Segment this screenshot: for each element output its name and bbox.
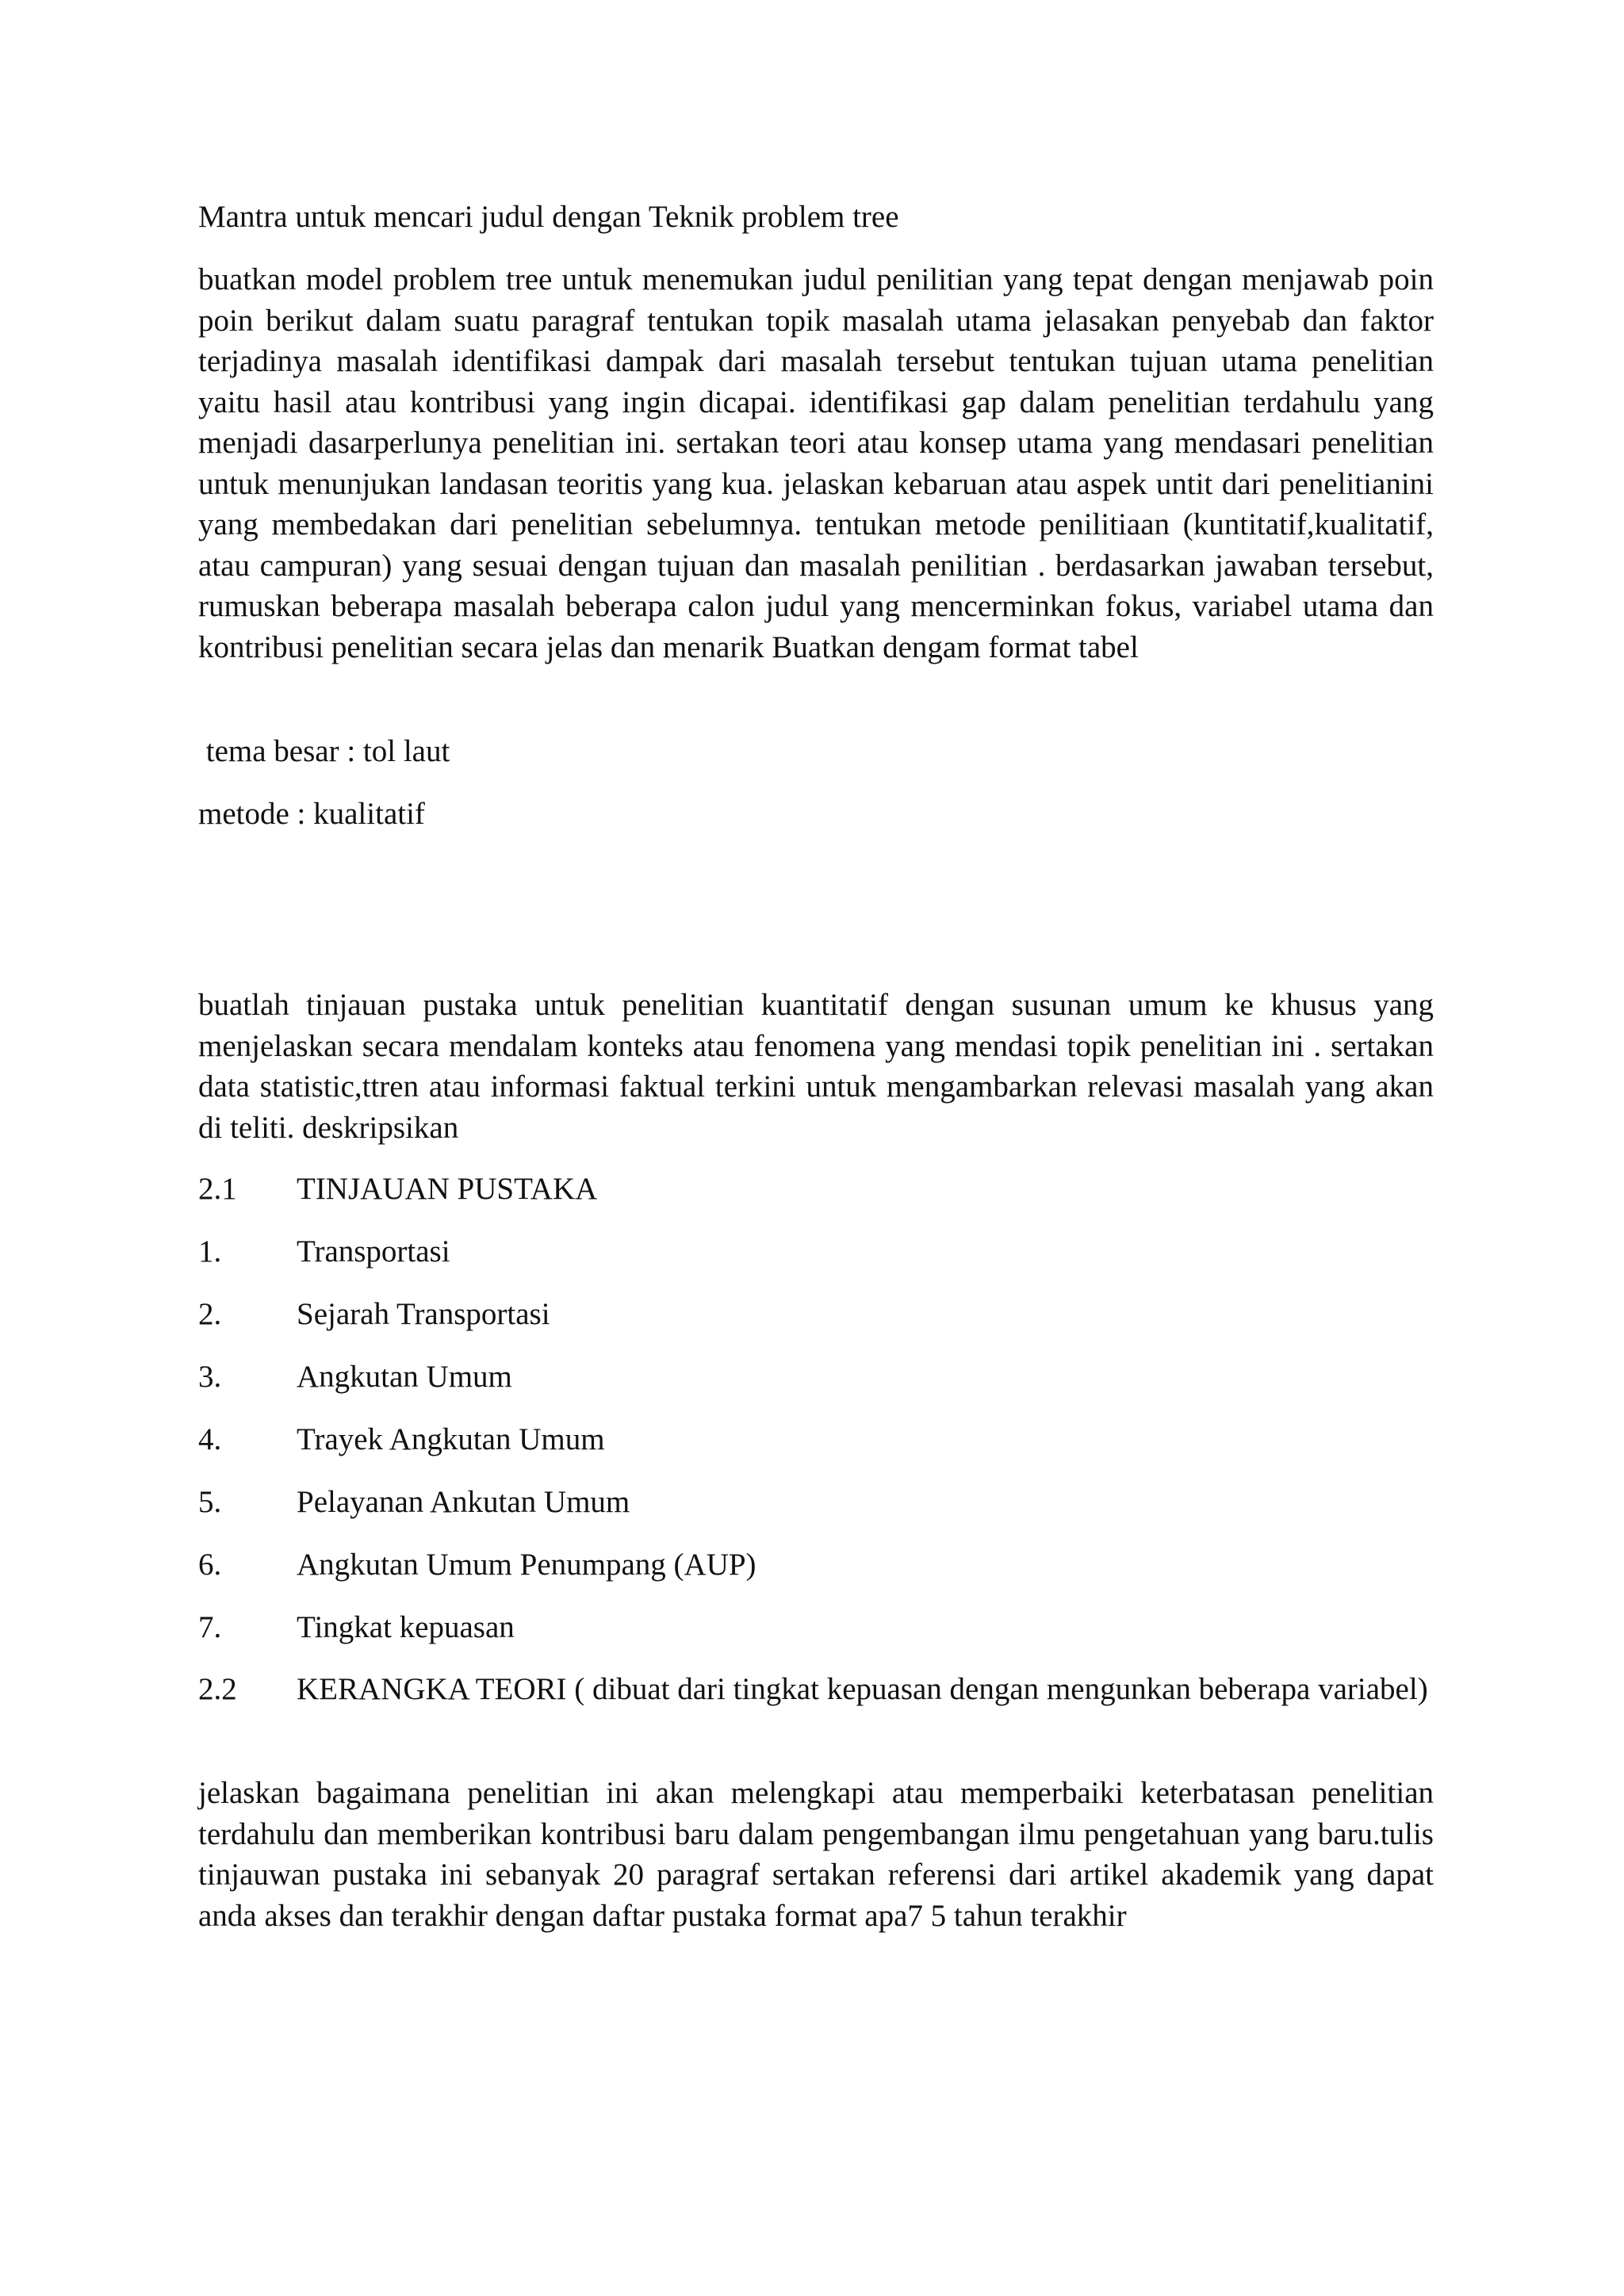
document-heading: Mantra untuk mencari judul dengan Teknik problem tree — [198, 200, 899, 234]
list-item-text: Trayek Angkutan Umum — [297, 1422, 605, 1456]
problem-tree-paragraph: buatkan model problem tree untuk menemukan judul penilitian yang tepat dengan menjawab poin poin berikut dalam suatu paragraf tentukan topik masalah utama jelasakan penyebab dan faktor terjadinya masalah identifikasi dampak dari masalah tersebut tentukan tujuan utama penelitian yaitu hasil atau kontribusi yang ingin dicapai. identifikasi gap dalam penelitian terdahulu yang menjadi dasarperlunya penelitian ini. sertakan teori atau konsep utama yang mendasari penelitian untuk menunjukan landasan teoritis yang kua. jelaskan kebaruan atau aspek untit dari penelitianini yang membedakan dari penelitian sebelumnya. tentukan metode penilitiaan (kuntitatif,kualitatif, atau campuran) yang sesuai dengan tujuan dan masalah penilitian . berdasarkan jawaban tersebut, rumuskan beberapa masalah beberapa calon judul yang mencerminkan fokus, variabel utama dan kontribusi penelitian secara jelas dan menarik Buatkan dengam format tabel — [198, 262, 1434, 664]
list-item — [198, 1419, 1434, 1460]
list-item-number: 2. — [198, 1297, 222, 1331]
list-item — [198, 1294, 1434, 1335]
list-item-number: 6. — [198, 1548, 222, 1582]
section-number: 2.1 — [198, 1172, 237, 1206]
contribution-paragraph: jelaskan bagaimana penelitian ini akan melengkapi atau memperbaiki keterbatasan penelitian terdahulu dan memberikan kontribusi baru dalam pengembangan ilmu pengetahuan yang baru.tulis tinjauwan pustaka ini sebanyak 20 paragraf sertakan referensi dari artikel akademik yang dapat anda akses dan terakhir dengan daftar pustaka format apa7 5 tahun terakhir — [198, 1776, 1434, 1933]
list-item-text: Angkutan Umum — [297, 1360, 512, 1394]
list-item-number: 7. — [198, 1610, 222, 1644]
list-item — [198, 1482, 1434, 1523]
section-title: KERANGKA TEORI ( dibuat dari tingkat kepuasan dengan mengunkan beberapa variabel) — [297, 1672, 1428, 1706]
list-item-number: 5. — [198, 1485, 222, 1519]
list-item — [198, 1607, 1434, 1648]
list-item-text: Angkutan Umum Penumpang (AUP) — [297, 1548, 756, 1582]
section-2-2-heading — [198, 1669, 1434, 1710]
section-number: 2.2 — [198, 1672, 237, 1706]
list-item-text: Sejarah Transportasi — [297, 1297, 550, 1331]
list-item-text: Tingkat kepuasan — [297, 1610, 515, 1644]
list-item — [198, 1544, 1434, 1586]
metode-line: metode : kualitatif — [198, 797, 425, 831]
list-item-text: Transportasi — [297, 1234, 450, 1269]
list-item — [198, 1357, 1434, 1398]
section-2-1-heading — [198, 1169, 1434, 1210]
literature-review-paragraph: buatlah tinjauan pustaka untuk penelitian kuantitatif dengan susunan umum ke khusus yang menjelaskan secara mendalam konteks atau fenomena yang mendasi topik penelitian ini . sertakan data statistic,ttren atau informasi faktual terkini untuk mengambarkan relevasi masalah yang akan di teliti. deskripsikan — [198, 988, 1434, 1145]
list-item-number: 3. — [198, 1360, 222, 1394]
list-item-number: 4. — [198, 1422, 222, 1456]
tema-line: tema besar : tol laut — [198, 734, 450, 768]
list-item-number: 1. — [198, 1234, 222, 1269]
list-item — [198, 1231, 1434, 1272]
section-title: TINJAUAN PUSTAKA — [297, 1172, 598, 1206]
list-item-text: Pelayanan Ankutan Umum — [297, 1485, 630, 1519]
